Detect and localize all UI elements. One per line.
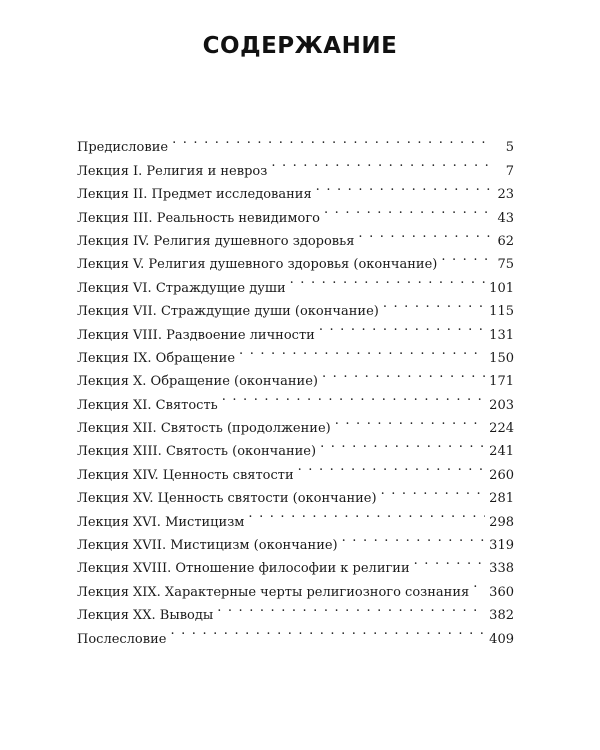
dot-leader	[172, 128, 490, 151]
toc-entry-page-number: 360	[489, 584, 514, 600]
page-title: СОДЕРЖАНИЕ	[202, 33, 398, 59]
toc-entry-page-number: 338	[489, 561, 514, 577]
toc-entry-page-number: 5	[505, 140, 514, 156]
toc-entry	[77, 128, 514, 156]
toc-entry-title: Лекция III. Реальность невидимого	[77, 210, 320, 226]
toc-entry-title: Лекция VIII. Раздвоение личности	[77, 327, 315, 343]
toc-entry-page-number: 23	[497, 187, 514, 203]
toc-entry-page-number: 281	[489, 491, 514, 507]
toc-entry-title: Послесловие	[77, 631, 167, 647]
toc-entry-title: Лекция II. Предмет исследования	[77, 187, 312, 203]
dot-leader	[298, 455, 486, 478]
toc-entry-page-number: 409	[489, 631, 514, 647]
dot-leader	[316, 175, 490, 198]
toc-entry-page-number: 171	[489, 374, 514, 390]
toc-entry-page-number: 43	[497, 210, 514, 226]
toc-entry-title: Лекция VI. Страждущие души	[77, 280, 286, 296]
dot-leader	[381, 479, 486, 502]
toc-entry-title: Лекция XX. Выводы	[77, 608, 214, 624]
toc-entry-page-number: 319	[489, 538, 514, 554]
toc-entry-page-number: 260	[489, 467, 514, 483]
dot-leader	[170, 619, 485, 642]
dot-leader	[248, 502, 485, 525]
toc-entry-page-number: 101	[489, 280, 514, 296]
toc-entry-title: Лекция XIX. Характерные черты религиозного сознания	[77, 584, 470, 600]
toc-entry-page-number: 62	[497, 233, 514, 249]
toc-entry-title: Лекция XVI. Мистицизм	[77, 514, 245, 530]
dot-leader	[441, 245, 490, 268]
dot-leader	[342, 526, 486, 549]
toc-entry-title: Лекция I. Религия и невроз	[77, 163, 268, 179]
dot-leader	[290, 268, 486, 291]
toc-entry-title: Лекция XIV. Ценность святости	[77, 467, 294, 483]
toc-entry-title: Лекция XIII. Святость (окончание)	[77, 444, 317, 460]
dot-leader	[320, 432, 485, 455]
dot-leader	[319, 315, 485, 338]
toc-entry-page-number: 382	[489, 608, 514, 624]
toc-entry-title: Лекция XVIII. Отношение философии к религии	[77, 561, 410, 577]
toc-entry-title: Лекция IV. Религия душевного здоровья	[77, 233, 355, 249]
toc-entry-title: Лекция X. Обращение (окончание)	[77, 374, 318, 390]
toc-entry-page-number: 7	[505, 163, 514, 179]
toc-entry-title: Предисловие	[77, 140, 169, 156]
toc-entry-page-number: 203	[489, 397, 514, 413]
dot-leader	[322, 362, 485, 385]
toc-entry-page-number: 131	[489, 327, 514, 343]
toc-entry-title: Лекция XVII. Мистицизм (окончание)	[77, 538, 338, 554]
toc-entry-page-number: 224	[489, 421, 514, 437]
toc-entry-title: Лекция V. Религия душевного здоровья (окончание)	[77, 257, 438, 273]
toc-entry-title: Лекция VII. Страждущие души (окончание)	[77, 304, 379, 320]
toc-entry-title: Лекция XI. Святость	[77, 397, 218, 413]
toc-entry-page-number: 115	[489, 304, 514, 320]
toc-entry-title: Лекция XII. Святость (продолжение)	[77, 421, 331, 437]
dot-leader	[271, 151, 490, 174]
dot-leader	[358, 222, 490, 245]
table-of-contents	[77, 128, 514, 647]
dot-leader	[217, 596, 485, 619]
dot-leader	[383, 292, 485, 315]
toc-entry-title: Лекция XV. Ценность святости (окончание)	[77, 491, 377, 507]
toc-entry-page-number: 150	[489, 350, 514, 366]
dot-leader	[324, 198, 490, 221]
dot-leader	[335, 409, 485, 432]
dot-leader	[473, 572, 485, 595]
dot-leader	[222, 385, 485, 408]
toc-entry-page-number: 298	[489, 514, 514, 530]
toc-entry-page-number: 241	[489, 444, 514, 460]
dot-leader	[414, 549, 486, 572]
dot-leader	[239, 339, 485, 362]
toc-entry-page-number: 75	[497, 257, 514, 273]
toc-entry-title: Лекция IX. Обращение	[77, 350, 236, 366]
